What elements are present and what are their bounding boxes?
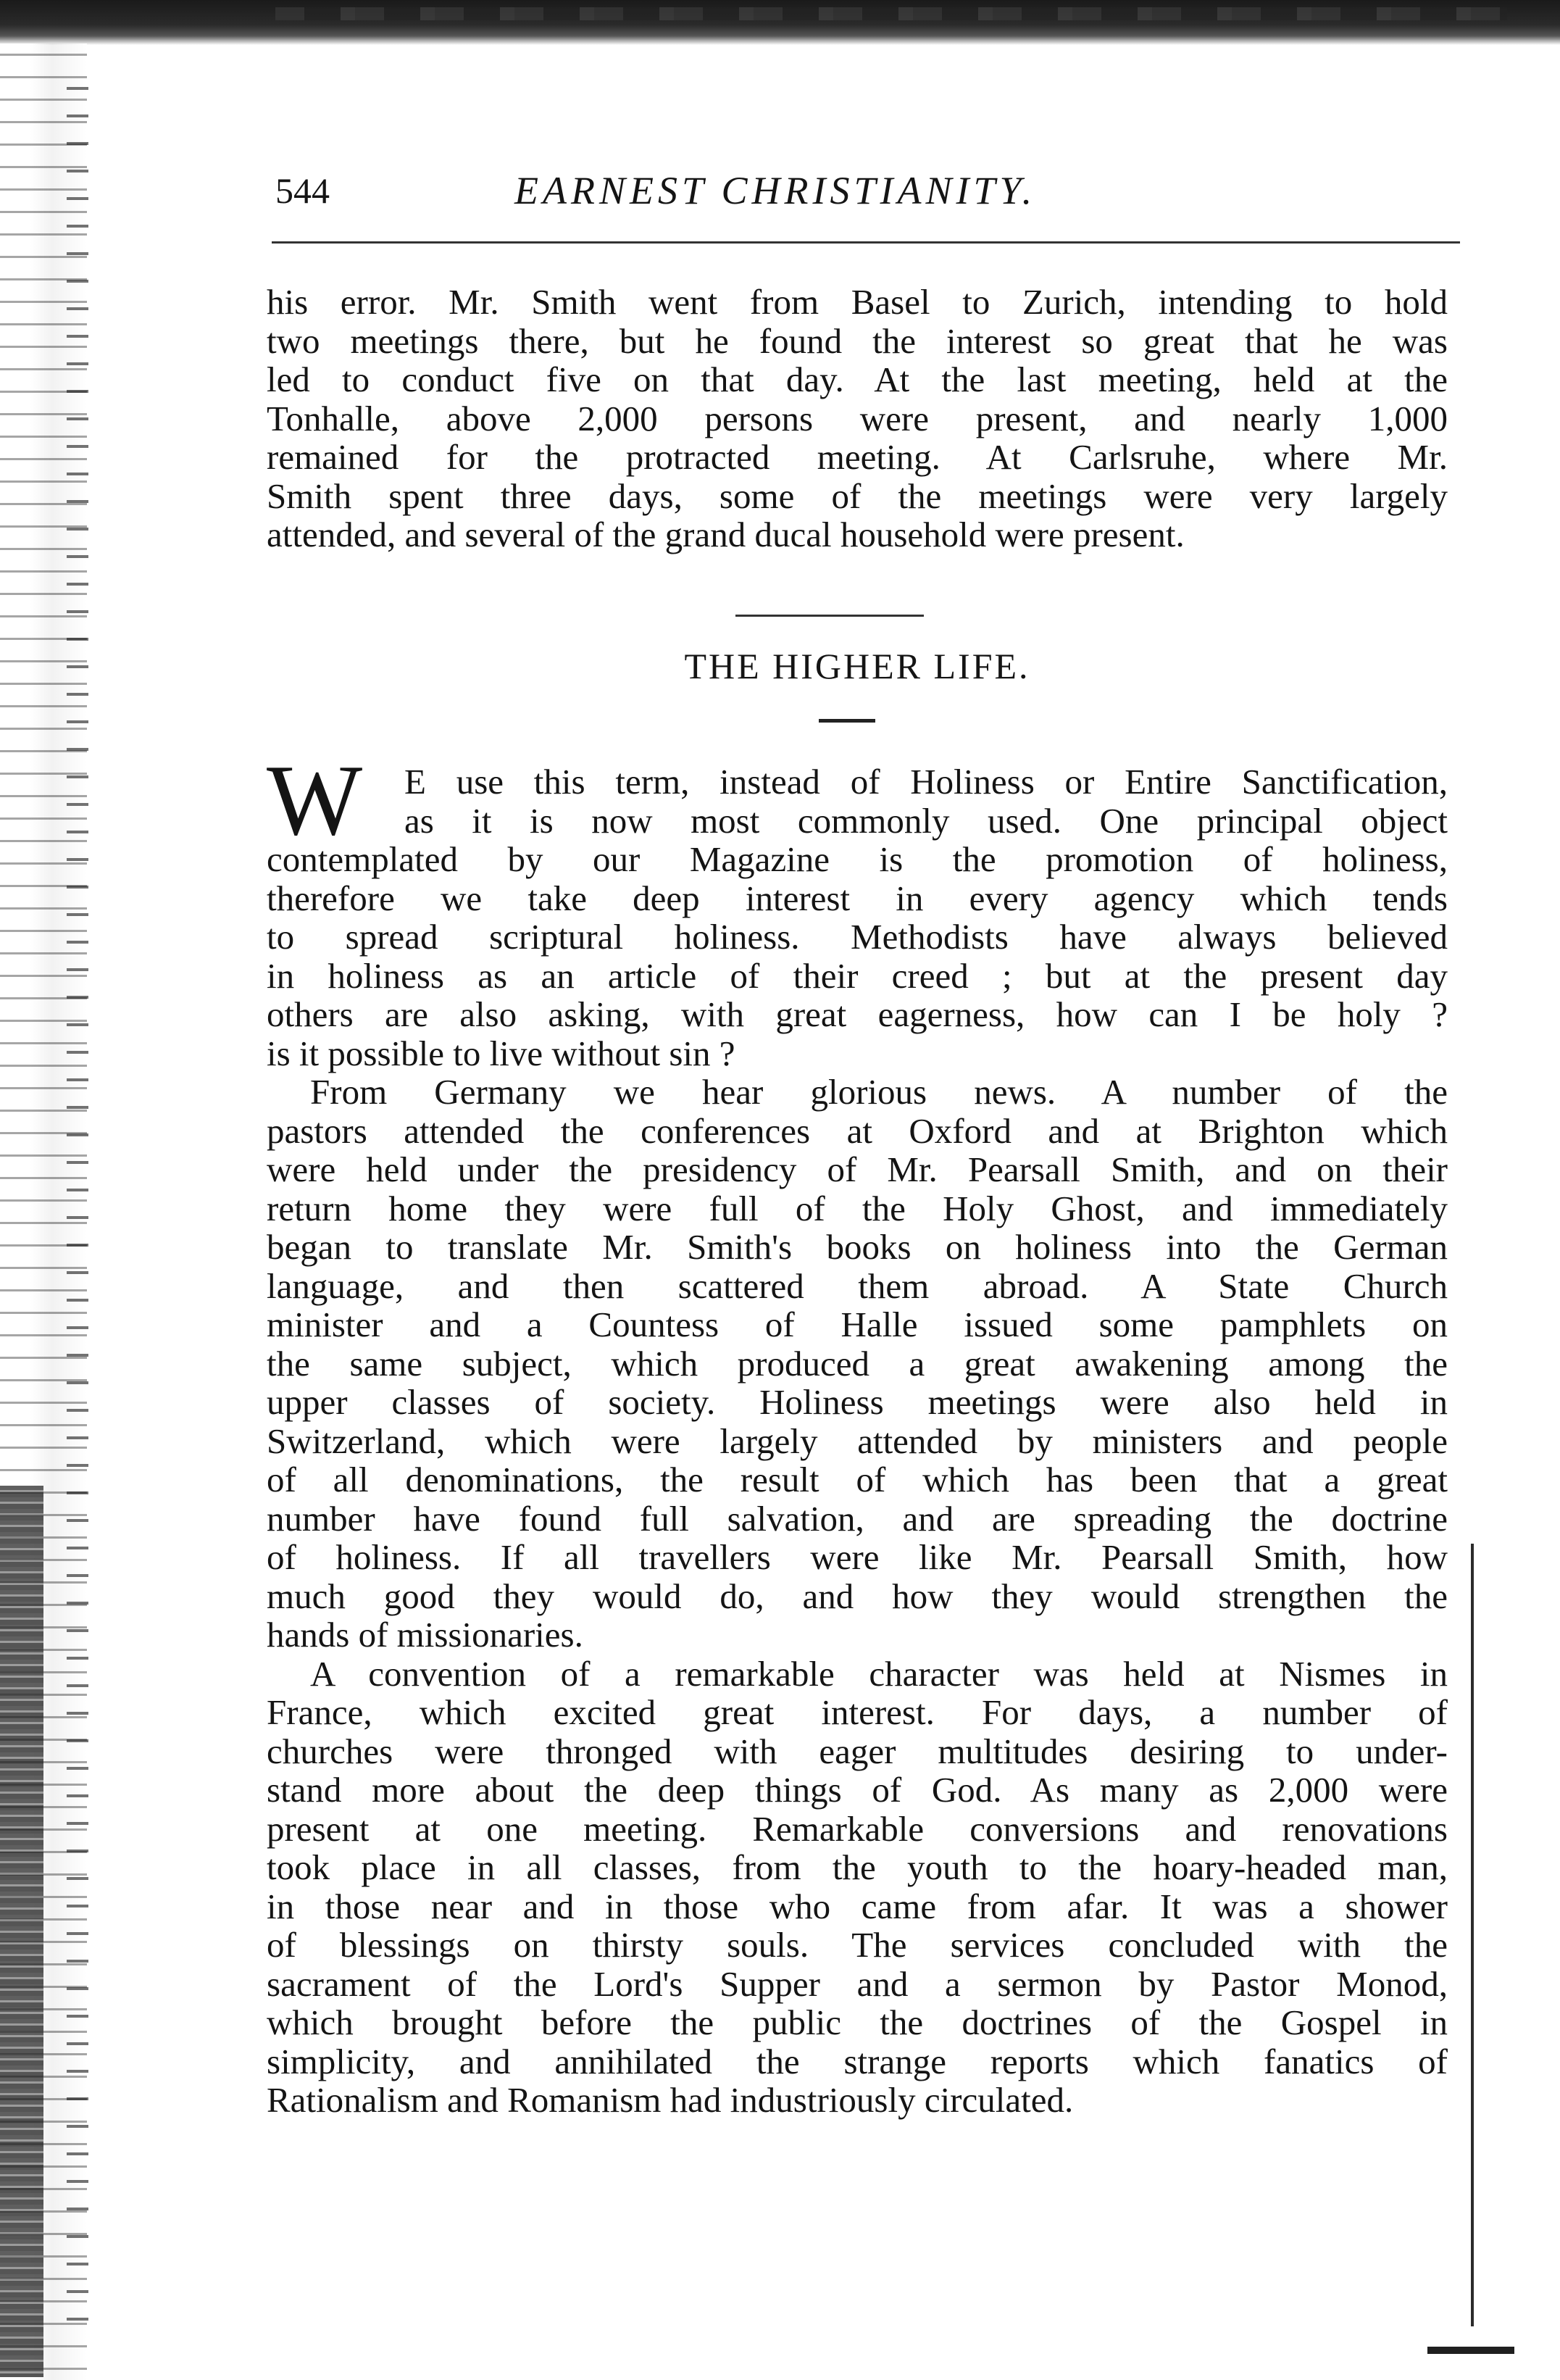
- scan-spine-band: [0, 1486, 43, 2377]
- text-line: led to conduct five on that day. At the last meeting, held at the: [267, 359, 1448, 399]
- text-line: stand more about the deep things of God. As many as 2,000 were: [267, 1770, 1448, 1810]
- page-header: [275, 165, 1449, 223]
- scan-bottom-mark: [1427, 2347, 1514, 2354]
- text-line: remained for the protracted meeting. At Carlsruhe, where Mr.: [267, 437, 1448, 477]
- text-line: From Germany we hear glorious news. A number of the: [310, 1072, 1448, 1112]
- text-line: to spread scriptural holiness. Methodists have always believed: [267, 917, 1448, 957]
- text-line: churches were thronged with eager multitudes desiring to under-: [267, 1731, 1448, 1771]
- text-line: minister and a Countess of Halle issued some pamphlets on: [267, 1305, 1448, 1344]
- text-line: others are also asking, with great eagerness, how can I be holy ?: [267, 994, 1448, 1034]
- text-line: contemplated by our Magazine is the promotion of holiness,: [267, 839, 1448, 879]
- text-line: of all denominations, the result of which has been that a great: [267, 1460, 1448, 1499]
- text-line: pastors attended the conferences at Oxford and at Brighton which: [267, 1110, 1448, 1151]
- text-line: of holiness. If all travellers were like Mr. Pearsall Smith, how: [267, 1537, 1448, 1577]
- text-line: took place in all classes, from the youth to the hoary-headed man,: [267, 1847, 1448, 1887]
- text-line: A convention of a remarkable character was held at Nismes in: [310, 1653, 1448, 1694]
- text-line: present at one meeting. Remarkable conversions and renovations: [267, 1808, 1448, 1849]
- text-line: Smith spent three days, some of the meetings were very largely: [267, 475, 1448, 516]
- text-line: two meetings there, but he found the interest so great that he was: [267, 320, 1448, 361]
- text-line: as it is now most commonly used. One principal object: [404, 800, 1448, 841]
- scan-right-edge-line: [1471, 1544, 1474, 2326]
- text-line: Tonhalle, above 2,000 persons were present, and nearly 1,000: [267, 398, 1448, 438]
- text-line: E use this term, instead of Holiness or Entire Sanctification,: [404, 762, 1448, 802]
- text-line: his error. Mr. Smith went from Basel to Zurich, intending to hold: [267, 282, 1448, 322]
- text-line: Rationalism and Romanism had industriously circulated.: [267, 2080, 1074, 2120]
- text-line: were held under the presidency of Mr. Pearsall Smith, and on their: [267, 1149, 1448, 1189]
- text-line: sacrament of the Lord's Supper and a sermon by Pastor Monod,: [267, 1963, 1448, 2004]
- text-line: of blessings on thirsty souls. The services concluded with the: [267, 1925, 1448, 1965]
- scan-top-border: [0, 0, 1560, 45]
- text-line: simplicity, and annihilated the strange reports which fanatics of: [267, 2041, 1448, 2081]
- text-line: which brought before the public the doctrines of the Gospel in: [267, 2002, 1448, 2042]
- text-line: therefore we take deep interest in every agency which tends: [267, 878, 1448, 918]
- text-line: much good they would do, and how they would strengthen the: [267, 1576, 1448, 1616]
- text-line: began to translate Mr. Smith's books on holiness into the German: [267, 1227, 1448, 1267]
- text-line: Switzerland, which were largely attended by ministers and people: [267, 1420, 1448, 1461]
- text-line: attended, and several of the grand ducal household were present.: [267, 515, 1185, 554]
- text-line: is it possible to live without sin ?: [267, 1033, 735, 1073]
- article-body: [267, 762, 1448, 2120]
- text-line: upper classes of society. Holiness meetings were also held in: [267, 1382, 1448, 1422]
- text-line: in holiness as an article of their creed ; but at the present day: [267, 955, 1448, 996]
- text-line: return home they were full of the Holy Ghost, and immediately: [267, 1188, 1448, 1228]
- header-rule: [272, 241, 1460, 244]
- drop-cap: W: [267, 744, 363, 857]
- text-line: the same subject, which produced a great awakening among the: [267, 1343, 1448, 1384]
- text-line: hands of missionaries.: [267, 1615, 583, 1655]
- continuation-paragraph: [267, 283, 1448, 554]
- page-number: 544: [275, 170, 330, 211]
- text-line: France, which excited great interest. For days, a number of: [267, 1692, 1448, 1732]
- article-title: THE HIGHER LIFE.: [684, 646, 1030, 686]
- text-line: number have found full salvation, and are spreading the doctrine: [267, 1498, 1448, 1539]
- running-head: EARNEST CHRISTIANITY.: [514, 169, 1037, 212]
- scan-spine-marks: [67, 87, 88, 2334]
- section-separator: [735, 615, 924, 617]
- text-line: language, and then scattered them abroad. A State Church: [267, 1265, 1448, 1306]
- text-line: in those near and in those who came from afar. It was a shower: [267, 1886, 1448, 1926]
- title-underline: [819, 719, 875, 723]
